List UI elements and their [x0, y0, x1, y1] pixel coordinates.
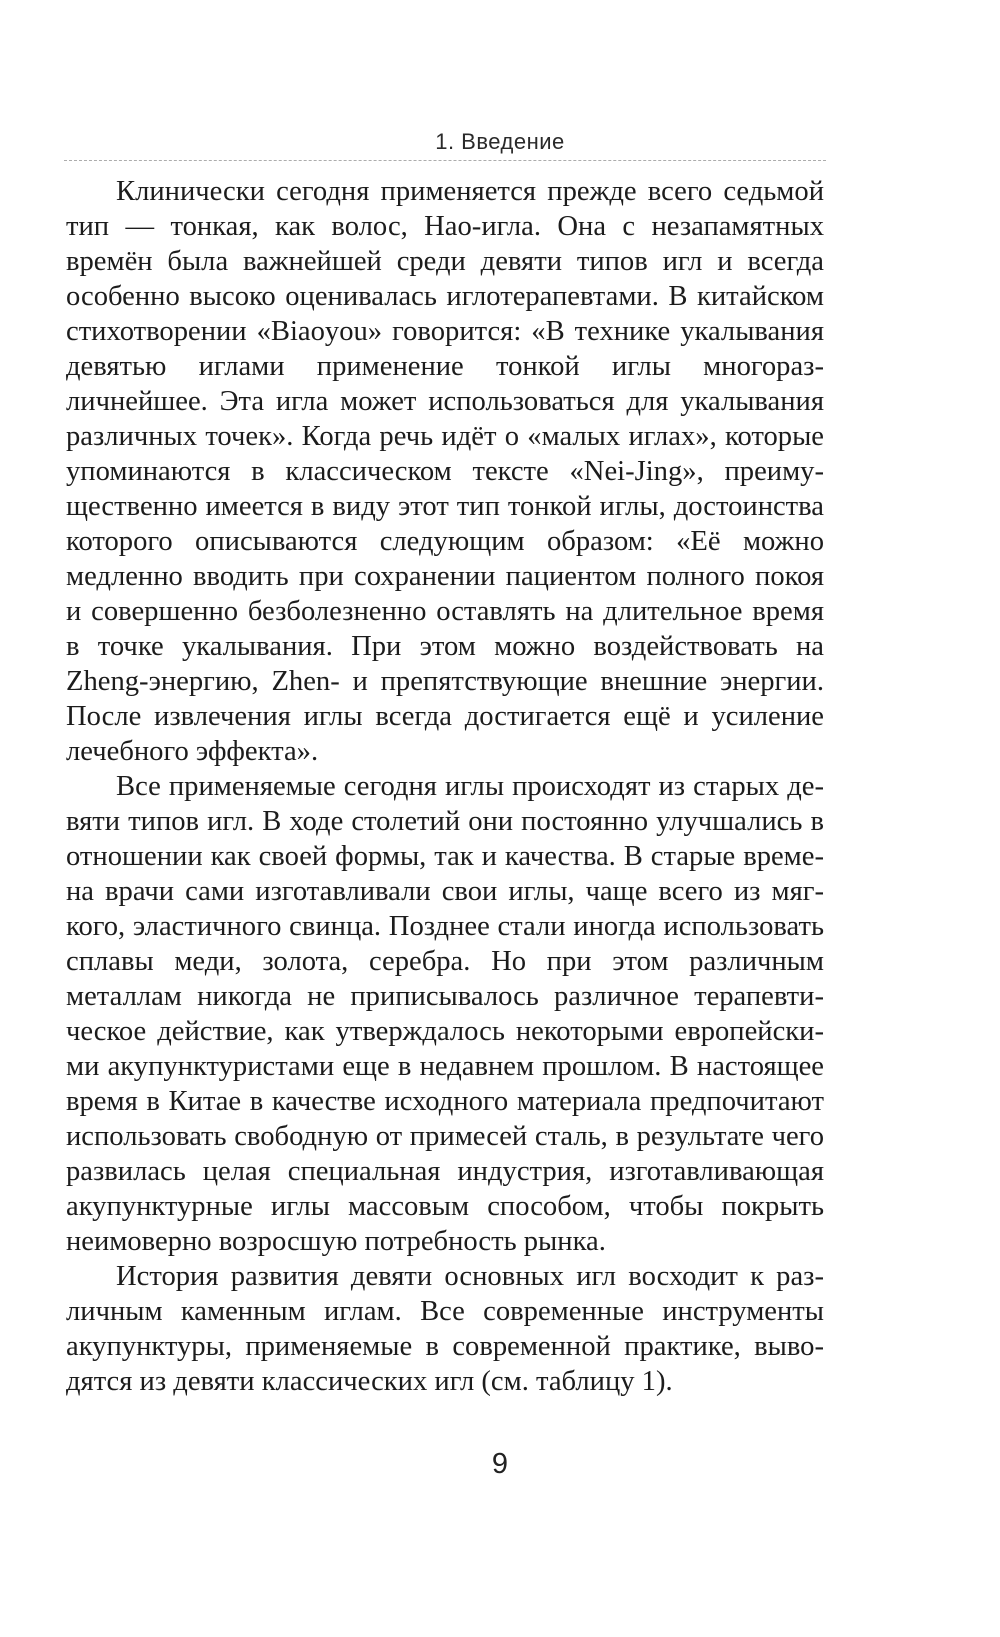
- header-rule: [64, 160, 826, 161]
- page-number: 9: [491, 1448, 509, 1480]
- paragraph: Клинически сегодня применяется прежде всего седьмой тип — тонкая, как волос, Нао-игла. Она с незапамятных времён была важнейшей среди девяти типов игл и всегда особенно высоко оценивалась иглотерапевтами. В китайском стихотворении «Biaoyou» говорится: «В технике укалывания девятью иглами применение тонкой иглы многоразличнейшее. Эта игла может использоваться для укалывания различных точек». Когда речь идёт о «малых иглах», которые упоминаются в классическом тексте «Nei-Jing», преимущественно имеется в виду этот тип тонкой иглы, достоинства которого описываются следующим образом: «Её можно медленно вводить при сохранении пациентом полного покоя и совершенно безболезненно оставлять на длительное время в точке укалывания. При этом можно воздействовать на Zheng-энергию, Zhen- и препятствующие внешние энергии. После извлечения иглы всегда достигается ещё и усиление лечебного эффекта».: [66, 176, 824, 767]
- body-text: [66, 174, 824, 1399]
- paragraph: История развития девяти основных игл восходит к различным каменным иглам. Все современные инструменты акупунктуры, применяемые в современной практике, выводятся из девяти классических игл (см. таблицу 1).: [66, 1261, 824, 1397]
- running-head: 1. Введение: [435, 129, 565, 154]
- paragraph: Все применяемые сегодня иглы происходят из старых девяти типов игл. В ходе столетий они постоянно улучшались в отношении как своей формы, так и качества. В старые времена врачи сами изготавливали свои иглы, чаще всего из мягкого, эластичного свинца. Позднее стали иногда использовать сплавы меди, золота, серебра. Но при этом различным металлам никогда не приписывалось различное терапевтическое действие, как утверждалось некоторыми европейскими акупунктуристами еще в недавнем прошлом. В настоящее время в Китае в качестве исходного материала предпочитают использовать свободную от примесей сталь, в результате чего развилась целая специальная индустрия, изготавливающая акупунктурные иглы массовым способом, чтобы покрыть неимоверно возросшую потребность рынка.: [66, 771, 824, 1257]
